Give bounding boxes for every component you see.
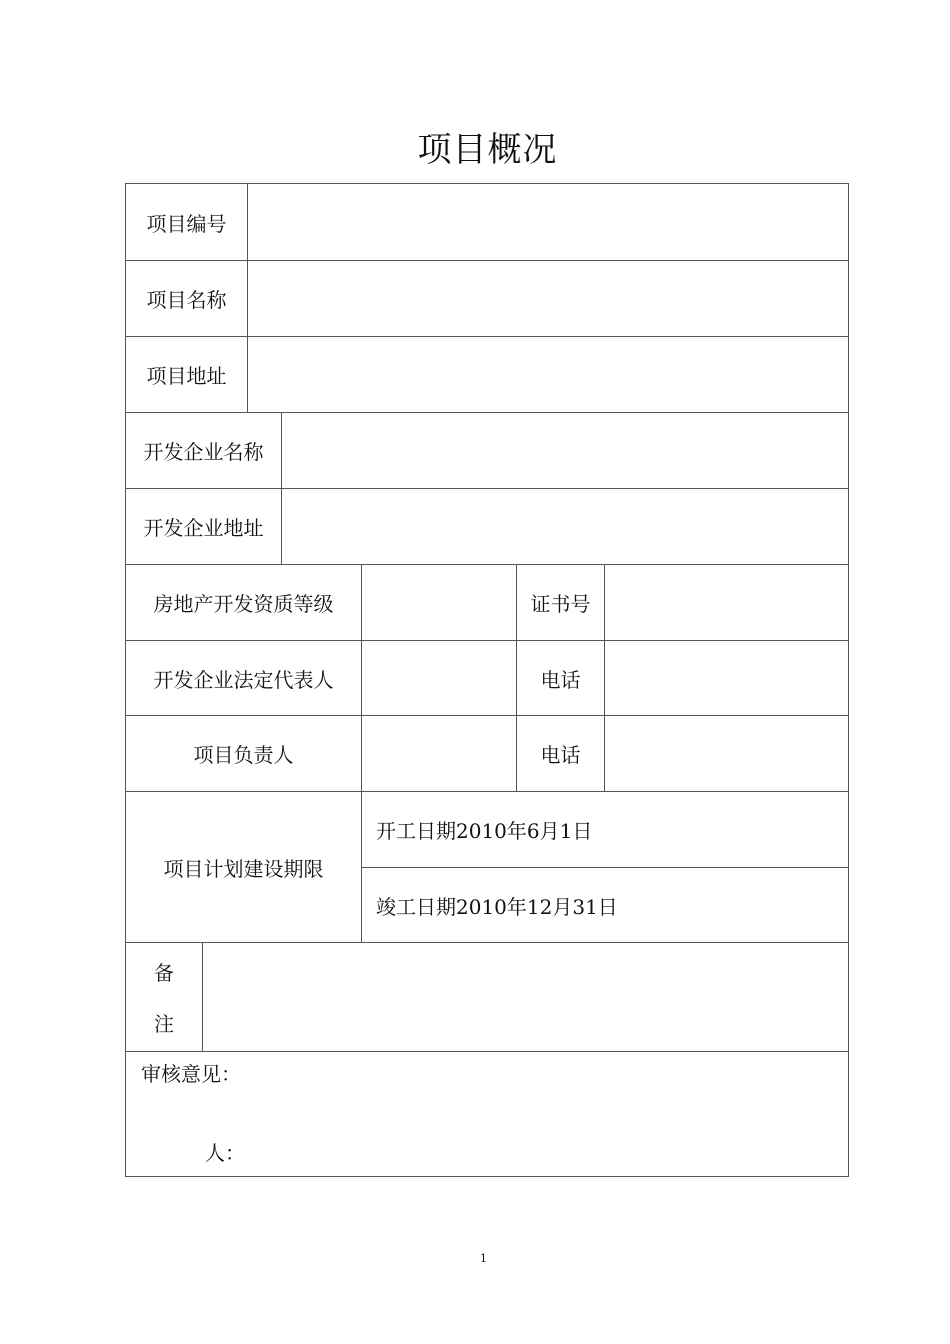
developer-name-field[interactable] <box>281 412 849 489</box>
completion-date-field[interactable]: 竣工日期2010年12月31日 <box>361 867 849 943</box>
certificate-label: 证书号 <box>516 564 605 641</box>
project-name-label: 项目名称 <box>125 260 248 337</box>
review-opinion-label: 审核意见： <box>141 1062 241 1086</box>
project-address-label: 项目地址 <box>125 336 248 413</box>
qualification-label: 房地产开发资质等级 <box>125 564 362 641</box>
review-opinion-section[interactable] <box>125 1051 849 1177</box>
project-id-field[interactable] <box>247 183 849 261</box>
remarks-field[interactable] <box>202 942 849 1052</box>
developer-name-label: 开发企业名称 <box>125 412 282 489</box>
developer-address-label: 开发企业地址 <box>125 488 282 565</box>
legal-representative-field[interactable] <box>361 640 517 716</box>
remarks-label-char: 备 <box>154 961 174 985</box>
project-manager-label: 项目负责人 <box>125 715 362 792</box>
reviewer-label: 人： <box>205 1141 245 1165</box>
remarks-label-char: 注 <box>154 1012 174 1036</box>
project-address-field[interactable] <box>247 336 849 413</box>
remarks-label <box>125 942 203 1052</box>
certificate-field[interactable] <box>604 564 849 641</box>
legal-representative-label: 开发企业法定代表人 <box>125 640 362 716</box>
qualification-field[interactable] <box>361 564 517 641</box>
phone-label: 电话 <box>516 640 605 716</box>
project-manager-phone-field[interactable] <box>604 715 849 792</box>
phone-label: 电话 <box>516 715 605 792</box>
page-title: 项目概况 <box>417 130 558 170</box>
developer-address-field[interactable] <box>281 488 849 565</box>
project-manager-field[interactable] <box>361 715 517 792</box>
page-number: 1 <box>480 1252 487 1265</box>
project-id-label: 项目编号 <box>125 183 248 261</box>
project-name-field[interactable] <box>247 260 849 337</box>
start-date-field[interactable]: 开工日期2010年6月1日 <box>361 791 849 868</box>
construction-schedule-label: 项目计划建设期限 <box>125 791 362 943</box>
legal-representative-phone-field[interactable] <box>604 640 849 716</box>
